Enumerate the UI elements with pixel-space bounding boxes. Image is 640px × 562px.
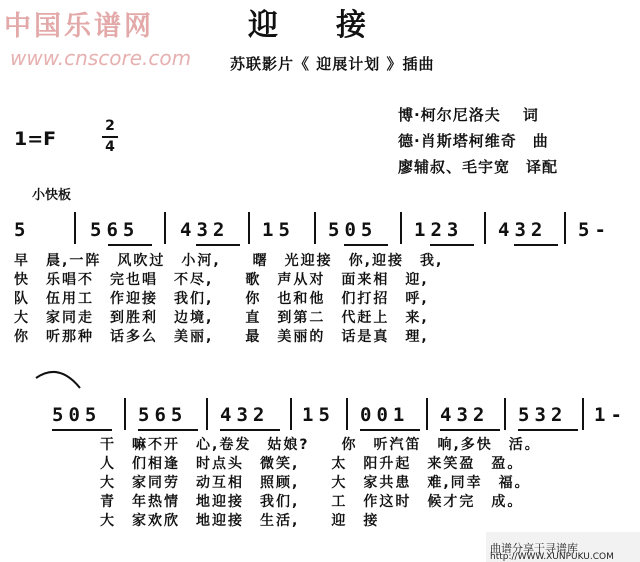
lyric-line: 早 晨,一阵 风吹过 小河, 曙 光迎接 你,迎接 我, (14, 253, 444, 269)
lyric-line: 人 们相逢 时点头 微笑, 太 阳升起 来笑盈 盈。 (100, 456, 524, 472)
time-signature-bar (102, 136, 118, 138)
beam-line (196, 244, 240, 246)
beam-line (360, 429, 420, 431)
watermark-site-name: 中国乐谱网 (4, 11, 154, 42)
lyric-line: 青 年热情 地迎接 我们, 工 作这时 候才完 成。 (100, 494, 524, 510)
lyric-line: 快 乐唱不 完也唱 不尽, 歌 声从对 面来相 迎, (14, 272, 429, 288)
note-group: 15 (262, 219, 295, 241)
lyric-line: 你 听那种 话多么 美丽, 最 美丽的 话是真 理, (14, 329, 429, 345)
bar-line (290, 398, 292, 430)
beam-line (138, 429, 198, 431)
beam-line (430, 244, 474, 246)
beam-line (344, 244, 388, 246)
bar-line (564, 212, 566, 244)
bar-line (164, 212, 166, 244)
credit-translator: 廖辅叔、毛宇宽 译配 (398, 158, 559, 176)
bar-line (484, 212, 486, 244)
key-signature: 1=F (14, 128, 57, 150)
note-group: 432 (498, 219, 548, 241)
bar-line (346, 398, 348, 430)
note-group: 5 (14, 219, 31, 241)
song-title: 迎接 (248, 8, 424, 43)
bar-line (400, 212, 402, 244)
note-group: 532 (518, 404, 568, 426)
bar-line (206, 398, 208, 430)
note-group: 505 (52, 404, 102, 426)
lyric-line: 大 家欢欣 地迎接 生活, 迎 接 (100, 513, 380, 529)
beam-line (108, 244, 152, 246)
lyric-line: 队 伍用工 作迎接 我们, 你 也和他 们打招 呼, (14, 291, 429, 307)
note-group: 123 (414, 219, 464, 241)
time-signature (102, 118, 118, 156)
credit-lyricist: 博·柯尔尼洛夫 词 (398, 106, 539, 124)
note-group: 565 (90, 219, 140, 241)
note-group: 505 (328, 219, 378, 241)
beam-line (514, 244, 558, 246)
note-group: 432 (220, 404, 270, 426)
bar-line (124, 398, 126, 430)
note-group: 432 (180, 219, 230, 241)
time-signature-top: 2 (105, 118, 115, 134)
note-group: 1- (594, 404, 627, 426)
bar-line (504, 398, 506, 430)
bar-line (74, 212, 76, 244)
slur-arc (34, 362, 84, 392)
note-group: 15 (302, 404, 335, 426)
bar-line (314, 212, 316, 244)
lyric-line: 干 嘛不开 心,卷发 姑娘? 你 听汽笛 响,多快 活。 (100, 437, 541, 453)
note-group: 432 (440, 404, 490, 426)
footer-site-url: http://WWW.XUNPUKU.COM (490, 552, 614, 562)
tempo-marking: 小快板 (32, 188, 72, 203)
time-signature-bottom: 4 (105, 139, 115, 155)
bar-line (248, 212, 250, 244)
lyric-line: 大 家同走 到胜利 边境, 直 到第二 代赶上 来, (14, 310, 429, 326)
footer-site-text: 曲谱分享于寻谱库 (490, 542, 578, 555)
beam-line (440, 429, 500, 431)
credit-composer: 德·肖斯塔柯维奇 曲 (398, 132, 549, 150)
beam-line (220, 429, 280, 431)
bar-line (426, 398, 428, 430)
lyric-line: 大 家同劳 动互相 照顾, 大 家共患 难,同幸 福。 (100, 475, 531, 491)
note-group: 5- (578, 219, 611, 241)
beam-line (518, 429, 578, 431)
note-group: 001 (360, 404, 410, 426)
watermark-url: www.cnscore.com (10, 46, 192, 70)
beam-line (52, 429, 112, 431)
note-group: 565 (138, 404, 188, 426)
song-subtitle: 苏联影片《 迎展计划 》插曲 (230, 55, 435, 73)
bar-line (582, 398, 584, 430)
